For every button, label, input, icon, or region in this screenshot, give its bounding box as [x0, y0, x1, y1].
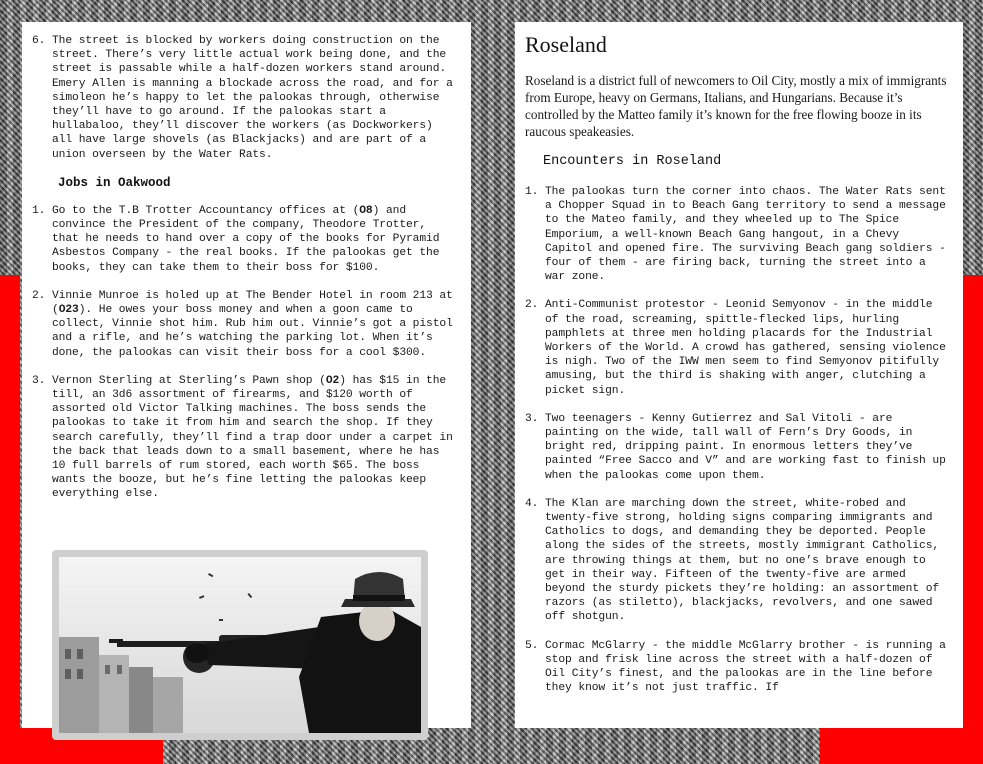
- location-code: O23: [58, 304, 79, 317]
- item-text-part: ) and convince the President of the company, Theodore Trotter, that he needs to hand over a copy of the books for Pyramid Asbestos Company - the real books. If the palookas get the books, they can take them to their boss for $100.: [52, 204, 440, 274]
- encounters-heading: Encounters in Roseland: [543, 154, 722, 169]
- list-item: [525, 497, 951, 625]
- list-item: [525, 298, 951, 397]
- item-number: 1.: [32, 204, 46, 217]
- gangster-tommy-gun-photo: [52, 550, 428, 740]
- item-number: 1.: [525, 186, 539, 198]
- right-page: [515, 22, 963, 728]
- item-text: Two teenagers - Kenny Gutierrez and Sal Vitoli - are painting on the wide, tall wall of Fern’s Dry Goods, in bright red, dripping paint. In enormous letters they’ve painted “Free Sacco and V” and are working fast to finish up when the palookas come upon them.: [545, 412, 946, 482]
- item-text-part: ). He owes your boss money and when a goon came to collect, Vinnie shot him. Rub him out. Vinnie’s got a pistol and a rifle, and he’s watching the parking lot. When it’s done, the palookas can visit their boss for a cool $300.: [52, 304, 453, 359]
- red-accent-right: [963, 275, 983, 764]
- item-text: [52, 204, 457, 275]
- jobs-list: [32, 204, 457, 502]
- location-code: O2: [325, 374, 340, 387]
- item-text-part: ) has $15 in the till, an 3d6 assortment of firearms, and $120 worth of assorted old Victor Talking machines. The boss sends the palookas to take it from him and search the shop. If they search carefully, they’ll find a trap door under a carpet in the back that leads down to a small basement, where he has 10 full barrels of rum stored, each worth $65. The boss wants the booze, but he’s fine letting the palookas keep everything else.: [52, 374, 453, 501]
- photo-illustration: [59, 557, 421, 733]
- district-title: Roseland: [525, 32, 607, 57]
- list-item: [32, 34, 457, 162]
- list-item: [525, 639, 951, 696]
- list-item: [32, 289, 457, 360]
- list-item: [32, 374, 457, 502]
- list-item: [525, 412, 951, 483]
- item-number: 4.: [525, 497, 539, 510]
- item-text-part: Vernon Sterling at Sterling’s Pawn shop (: [52, 374, 326, 387]
- item-number: 2.: [525, 299, 539, 312]
- item-text: [52, 374, 457, 502]
- red-accent-left: [0, 275, 20, 764]
- item-text: The palookas turn the corner into chaos. The Water Rats sent a Chopper Squad in to Beach Gang territory to send a message to the Mateo family, and they wheeled up to The Spice Emporium, a well-known Beach Gang hangout, in a Chevy Capitol and opened fire. The surviving Beach gang soldiers - four of them - are firing back, turning the street into a war zone.: [545, 186, 946, 284]
- item-text-part: Vinnie Munroe is holed up at The Bender Hotel in room 213 at (: [52, 289, 453, 317]
- item-text: The street is blocked by workers doing construction on the street. There’s very little actual work being done, and the street is passable while a half-dozen workers stand around. Emery Allen is manning a blockade across the road, and for a simoleon he’s happy to let the palookas through, otherwise they’ll have to go around. If the palookas start a hullabaloo, they’ll discover the workers (as Dockworkers) all have large shovels (as Blackjacks) and are part of a union overseen by the Water Rats.: [52, 35, 453, 161]
- list-item: [32, 204, 457, 275]
- item-number: 2.: [32, 289, 46, 302]
- item-number: 3.: [32, 374, 46, 387]
- oakwood-encounters-continued: [32, 34, 457, 162]
- roseland-encounters-list: [525, 185, 951, 696]
- list-item: [525, 185, 951, 284]
- red-accent-right-bottom: [820, 728, 983, 764]
- item-number: 6.: [32, 35, 46, 47]
- jobs-heading: Jobs in Oakwood: [58, 175, 171, 190]
- item-text-part: Go to the T.B Trotter Accountancy offices at (: [52, 204, 360, 217]
- item-text: [52, 289, 457, 360]
- district-intro: Roseland is a district full of newcomers to Oil City, mostly a mix of immigrants from Europe, heavy on Germans, Italians, and Hungarians. Because it’s controlled by the Matteo family it’s known for the free flowing booze in its raucous speakeasies.: [525, 73, 947, 139]
- item-text: The Klan are marching down the street, white-robed and twenty-five strong, holding signs comparing immigrants and Catholics to dogs, and demanding they be deported. People along the sides of the streets, mostly immigrant Catholics, are throwing things at them, but no one’s brave enough to get in their way. Fifteen of the twenty-five are armed beyond the sturdy pickets they’re holding: an assortment of razors (as stiletto), blackjacks, revolvers, and one sawed off shotgun.: [545, 497, 940, 624]
- left-page: [22, 22, 471, 728]
- location-code: O8: [359, 204, 373, 217]
- item-text: Cormac McGlarry - the middle McGlarry brother - is running a stop and frisk line across the street with a half-dozen of Oil City’s finest, and the palookas are in the line before they know it’s not just traffic. If: [545, 639, 946, 695]
- item-number: 3.: [525, 412, 539, 425]
- item-number: 5.: [525, 639, 539, 652]
- item-text: Anti-Communist protestor - Leonid Semyonov - in the middle of the road, screaming, spittle-flecked lips, hurling pamphlets at three men holding placards for the Industrial Workers of the World. A crowd has gathered, sensing violence is nigh. Two of the IWW men seem to find Semyonov pitifully amusing, but the third is shaking with anger, clutching a picket sign.: [545, 299, 946, 397]
